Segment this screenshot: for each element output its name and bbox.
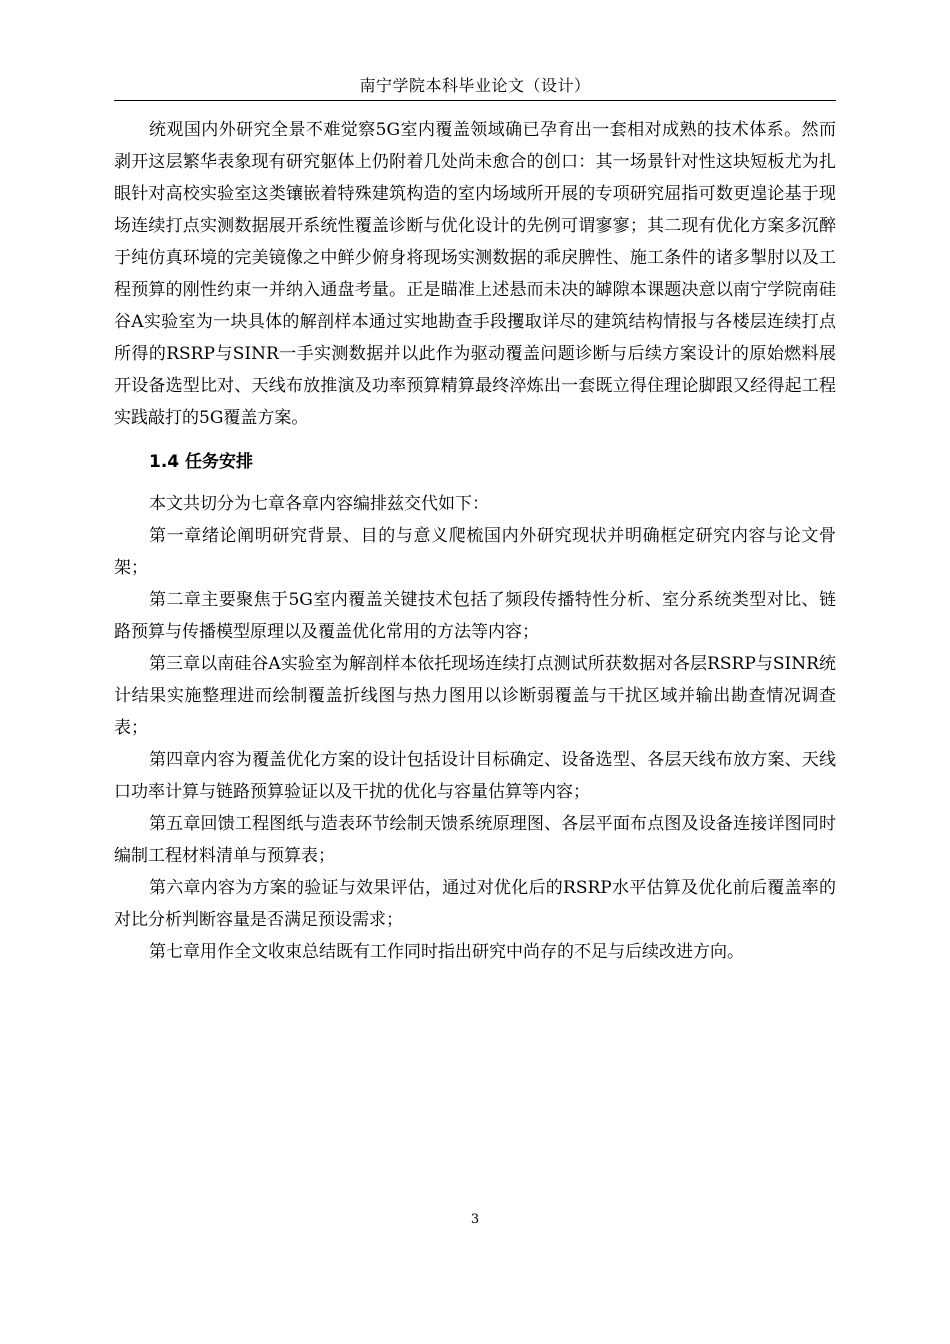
chapter-1-paragraph: 第一章绪论阐明研究背景、目的与意义爬梳国内外研究现状并明确框定研究内容与论文骨架；	[114, 526, 836, 578]
section-heading: 1.4 任务安排	[149, 452, 254, 472]
chapter-5-paragraph: 第五章回馈工程图纸与造表环节绘制天馈系统原理图、各层平面布点图及设备连接详图同时编制工程材料清单与预算表；	[114, 814, 836, 866]
body-text	[114, 114, 836, 968]
running-header: 南宁学院本科毕业论文（设计）	[359, 76, 591, 95]
chapter-6-paragraph: 第六章内容为方案的验证与效果评估，通过对优化后的RSRP水平估算及优化前后覆盖率的对比分析判断容量是否满足预设需求；	[114, 878, 836, 930]
chapter-7-paragraph: 第七章用作全文收束总结既有工作同时指出研究中尚存的不足与后续改进方向。	[149, 942, 744, 962]
arrangement-intro: 本文共切分为七章各章内容编排兹交代如下：	[149, 494, 489, 514]
intro-paragraph: 统观国内外研究全景不难觉察5G室内覆盖领域确已孕育出一套相对成熟的技术体系。然而剥开这层繁华表象现有研究躯体上仍附着几处尚未愈合的创口：其一场景针对性这块短板尤为扎眼针对高校实验室这类镶嵌着特殊建筑构造的室内场域所开展的专项研究屈指可数更遑论基于现场连续打点实测数据展开系统性覆盖诊断与优化设计的先例可谓寥寥；其二现有优化方案多沉醉于纯仿真环境的完美镜像之中鲜少俯身将现场实测数据的乖戾脾性、施工条件的诸多掣肘以及工程预算的刚性约束一并纳入通盘考量。正是瞄准上述悬而未决的罅隙本课题决意以南宁学院南硅谷A实验室为一块具体的解剖样本通过实地勘查手段攫取详尽的建筑结构情报与各楼层连续打点所得的RSRP与SINR一手实测数据并以此作为驱动覆盖问题诊断与后续方案设计的原始燃料展开设备选型比对、天线布放推演及功率预算精算最终淬炼出一套既立得住理论脚跟又经得起工程实践敲打的5G覆盖方案。	[114, 120, 836, 428]
chapter-2-paragraph: 第二章主要聚焦于5G室内覆盖关键技术包括了频段传播特性分析、室分系统类型对比、链路预算与传播模型原理以及覆盖优化常用的方法等内容；	[114, 590, 836, 642]
chapter-4-paragraph: 第四章内容为覆盖优化方案的设计包括设计目标确定、设备选型、各层天线布放方案、天线口功率计算与链路预算验证以及干扰的优化与容量估算等内容；	[114, 750, 836, 802]
page-number: 3	[470, 1212, 480, 1227]
header-rule	[114, 100, 836, 101]
chapter-3-paragraph: 第三章以南硅谷A实验室为解剖样本依托现场连续打点测试所获数据对各层RSRP与SINR统计结果实施整理进而绘制覆盖折线图与热力图用以诊断弱覆盖与干扰区域并输出勘查情况调查表；	[114, 654, 836, 738]
